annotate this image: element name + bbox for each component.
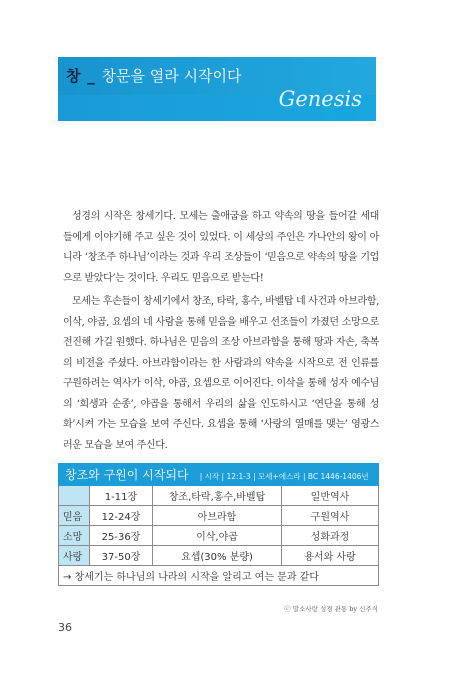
row-theme: 일반역사 xyxy=(282,486,379,506)
chapter-char: 창 xyxy=(66,67,81,85)
row-theme: 성화과정 xyxy=(282,526,379,546)
chapter-banner xyxy=(58,57,376,121)
chapter-title xyxy=(66,65,242,86)
table-row xyxy=(59,506,379,526)
row-label xyxy=(59,486,90,506)
book-summary-table xyxy=(58,463,379,586)
table-row xyxy=(59,546,379,566)
row-label: 믿음 xyxy=(59,506,90,526)
row-theme: 구원역사 xyxy=(282,506,379,526)
row-content: 아브라함 xyxy=(153,506,282,526)
chapter-title-text: 창문을 열라 시작이다 xyxy=(101,67,242,85)
table-title: 창조와 구원이 시작되다 xyxy=(65,468,189,482)
book-name: Genesis xyxy=(278,87,362,111)
table-summary-row xyxy=(59,566,379,586)
table-row xyxy=(59,526,379,546)
page-number: 36 xyxy=(58,621,72,634)
table-header xyxy=(59,464,379,486)
row-chapters: 37-50장 xyxy=(90,546,153,566)
table-meta: | 시작 | 12:1-3 | 모세+에스라 | BC 1446-1406년 xyxy=(199,472,369,481)
table-header-row xyxy=(59,464,379,486)
paragraph-1: 성경의 시작은 창세기다. 모세는 출애굽을 하고 약속의 땅을 들어갈 세대들에게 이야기해 주고 싶은 것이 있었다. 이 세상의 주인은 가나안의 왕이 아니라 ‘창조주 하나님’이라는 것과 우리 조상들이 ‘믿음으로 약속의 땅을 기업으로 받았다’는 것이다. 우리도 믿음으로 받는다! xyxy=(63,211,379,284)
row-label: 소망 xyxy=(59,526,90,546)
row-chapters: 1-11장 xyxy=(90,486,153,506)
table-row xyxy=(59,486,379,506)
copyright-credit: ⓒ 말소사랑 성경 관통 by 신주식 xyxy=(284,605,378,613)
table-summary: → 창세기는 하나님의 나라의 시작을 알리고 여는 문과 같다 xyxy=(59,566,379,586)
row-theme: 용서와 사랑 xyxy=(282,546,379,566)
row-content: 창조,타락,홍수,바벨탑 xyxy=(153,486,282,506)
row-chapters: 12-24장 xyxy=(90,506,153,526)
row-content: 요셉(30% 분량) xyxy=(153,546,282,566)
row-chapters: 25-36장 xyxy=(90,526,153,546)
row-label: 사랑 xyxy=(59,546,90,566)
paragraph-2: 모세는 후손들이 창세기에서 창조, 타락, 홍수, 바벨탑 네 사건과 아브라함, 이삭, 야곱, 요셉의 네 사람을 통해 믿음을 배우고 선조들이 가졌던 소망으로 전진해 가길 원했다. 하나님은 믿음의 조상 아브라함을 통해 땅과 자손, 축복의 비전을 주셨다. 아브라함이라는 한 사람과의 약속을 시작으로 전 인류를 구원하려는 역사가 이삭, 야곱, 요셉으로 이어진다. 이삭을 통해 성자 예수님의 ‘희생과 순종’, 야곱을 통해서 우리의 삶을 인도하시고 ‘연단을 통해 성화’시켜 가는 모습을 보여 주신다. 요셉을 통해 ‘사랑의 열매를 맺는’ 영광스러운 모습을 보여 주신다. xyxy=(63,296,379,451)
row-content: 이삭,야곱 xyxy=(153,526,282,546)
chapter-separator: _ xyxy=(87,67,95,85)
